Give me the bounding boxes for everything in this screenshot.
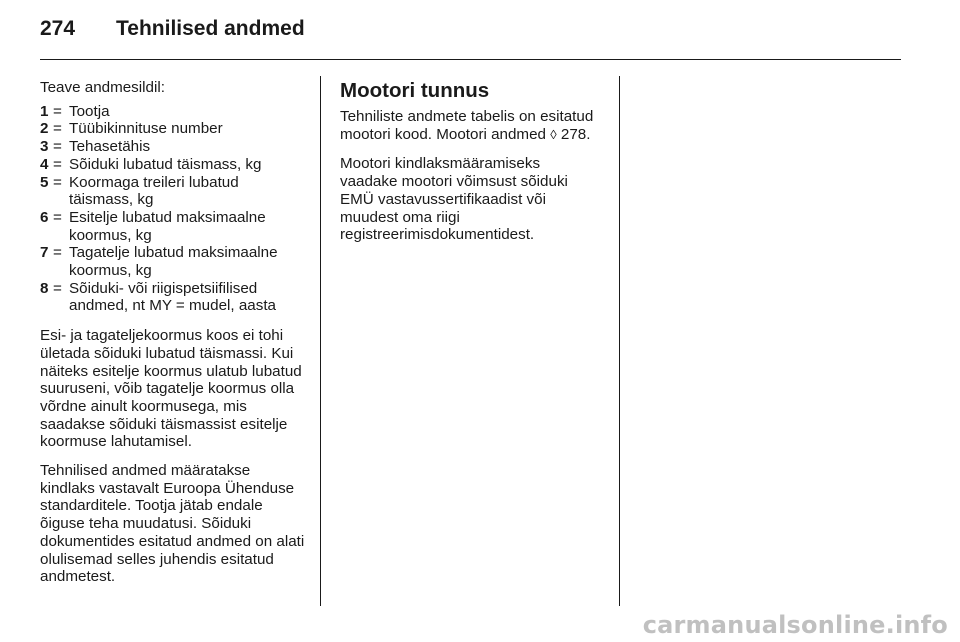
legend-number: 6	[40, 208, 49, 226]
page-reference-link[interactable]: 278.	[556, 125, 591, 143]
legend-number: 8	[40, 279, 49, 297]
engine-code-paragraph	[340, 108, 600, 143]
plate-legend	[40, 103, 305, 315]
legend-row-4	[40, 156, 305, 174]
legend-row-7	[40, 244, 305, 279]
legend-text: Koormaga treileri lubatud täismass, kg	[69, 173, 239, 209]
legend-row-2	[40, 120, 305, 138]
legend-row-6	[40, 209, 305, 244]
header-rule	[40, 59, 901, 60]
legend-row-1	[40, 103, 305, 121]
legend-equals: =	[53, 102, 62, 120]
left-column	[40, 79, 305, 586]
legend-text: Tagatelje lubatud maksimaalne koormus, kg	[69, 244, 278, 280]
legend-number: 4	[40, 155, 49, 173]
legend-equals: =	[53, 244, 62, 262]
legend-text: Esitelje lubatud maksimaalne koormus, kg	[69, 208, 266, 244]
legend-number: 1	[40, 102, 49, 120]
legend-text: Sõiduki- või riigispetsiifilised andmed, nt MY = mudel, aasta	[69, 279, 276, 315]
column-divider-right	[619, 76, 620, 606]
legend-number: 5	[40, 173, 49, 191]
column-divider-left	[320, 76, 321, 606]
section-title: Tehnilised andmed	[116, 17, 305, 40]
engine-code-text: Tehniliste andmete tabelis on esitatud mootori kood. Mootori andmed	[340, 108, 594, 143]
legend-equals: =	[53, 173, 62, 191]
right-column	[340, 79, 600, 244]
page-header	[40, 17, 305, 41]
site-watermark: carmanualsonline.info	[642, 611, 948, 639]
legend-equals: =	[53, 120, 62, 138]
engine-identify-paragraph: Mootori kindlaksmääramiseks vaadake mootori võimsust sõiduki EMÜ vastavussertifikaadist või muudest oma riigi registreerimisdokumentidest.	[340, 155, 568, 244]
axle-load-paragraph: Esi- ja tagateljekoormus koos ei tohi ületada sõiduki lubatud täismassi. Kui näiteks esitelje koormus ulatub lubatud suuruseni, võib tagatelje koormus olla võrdne ainult koormusega, mis saadakse sõiduki täismassist esitelje koormuse lahutamisel.	[40, 327, 302, 451]
legend-text: Tehasetähis	[69, 138, 151, 156]
legend-text: Sõiduki lubatud täismass, kg	[69, 155, 262, 173]
legend-equals: =	[53, 279, 62, 297]
engine-id-heading: Mootori tunnus	[340, 79, 490, 102]
legend-equals: =	[53, 155, 62, 173]
legend-text: Tüübikinnituse number	[69, 120, 223, 138]
legend-number: 7	[40, 244, 49, 262]
legend-row-8	[40, 280, 305, 315]
legend-equals: =	[53, 208, 62, 226]
plate-intro: Teave andmesildil:	[40, 79, 165, 96]
legend-number: 2	[40, 120, 49, 138]
page-number: 274	[40, 17, 76, 40]
legend-row-3	[40, 138, 305, 156]
page-reference-icon: ◊	[550, 126, 557, 142]
standards-paragraph: Tehnilised andmed määratakse kindlaks vastavalt Euroopa Ühenduse standarditele. Tootja jätab endale õiguse teha muudatusi. Sõiduki dokumentides esitatud andmed on alati olulisemad selles juhendis esitatud andmetest.	[40, 462, 305, 586]
legend-row-5	[40, 174, 305, 209]
legend-equals: =	[53, 138, 62, 156]
legend-text: Tootja	[69, 102, 110, 120]
legend-number: 3	[40, 138, 49, 156]
